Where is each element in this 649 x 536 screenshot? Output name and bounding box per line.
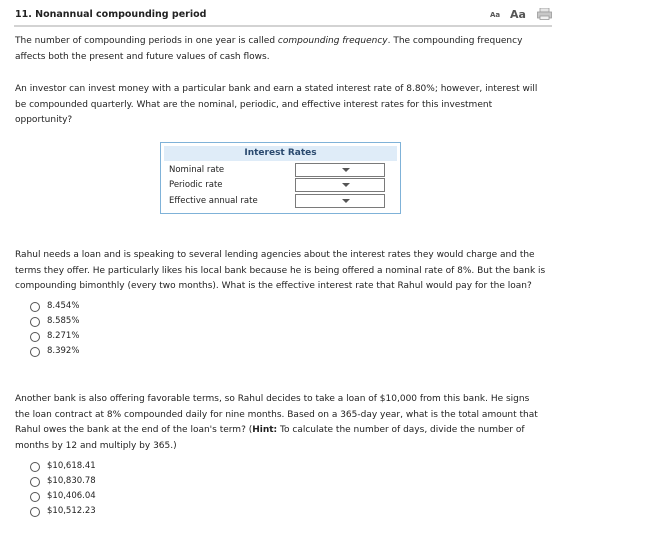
header-divider [14,25,552,27]
radio-button[interactable] [30,477,40,487]
question-title: 11. Nonannual compounding period [15,9,207,20]
radio-button[interactable] [30,462,40,472]
effective-rate-dropdown[interactable] [295,194,385,208]
chevron-down-icon [342,199,350,203]
effective-rate-label: Effective annual rate [169,196,258,206]
radio-button[interactable] [30,492,40,502]
radio-button[interactable] [30,302,40,312]
increase-font-button[interactable]: Aa [510,8,526,21]
radio-button[interactable] [30,317,40,327]
question3-text: Another bank is also offering favorable terms, so Rahul decides to take a loan of $10,000 from this bank. He signs the loan contract at 8% compounded daily for nine months. Based on a 365-day year, what is the total amount that Rahul owes the bank at the end of the loan's term? (Hint: To calculate the number of days, divide the number of months by 12 and multiply by 365.) [15,394,538,451]
question-header [0,0,649,26]
term-compounding-frequency: compounding frequency [277,36,388,46]
nominal-rate-dropdown[interactable] [295,163,385,177]
radio-button[interactable] [30,332,40,342]
interest-rates-table [160,142,401,214]
print-icon[interactable] [537,8,552,20]
question2-text: Rahul needs a loan and is speaking to several lending agencies about the interest rates they would charge and the terms they offer. He particularly likes his local bank because he is being offered a nominal rate of 8%. But the bank is compounding bimonthly (every two months). What is the effective interest rate that Rahul would pay for the loan? [15,250,546,291]
intro-paragraph: The number of compounding periods in one year is called compounding frequency. The compounding frequency affects both the present and future values of cash flows. [15,36,523,62]
hint-label: Hint: [252,425,278,435]
nominal-rate-label: Nominal rate [169,165,225,175]
chevron-down-icon [342,168,350,172]
decrease-font-button[interactable]: Aa [490,11,501,19]
radio-button[interactable] [30,347,40,357]
chevron-down-icon [342,183,350,187]
interest-rates-header: Interest Rates [164,146,397,161]
periodic-rate-label: Periodic rate [169,180,223,190]
radio-button[interactable] [30,507,40,517]
question1-text: An investor can invest money with a particular bank and earn a stated interest rate of 8.80%; however, interest will be compounded quarterly. What are the nominal, periodic, and effective interest rates for this investment opportunity? [15,84,538,125]
periodic-rate-dropdown[interactable] [295,178,385,192]
